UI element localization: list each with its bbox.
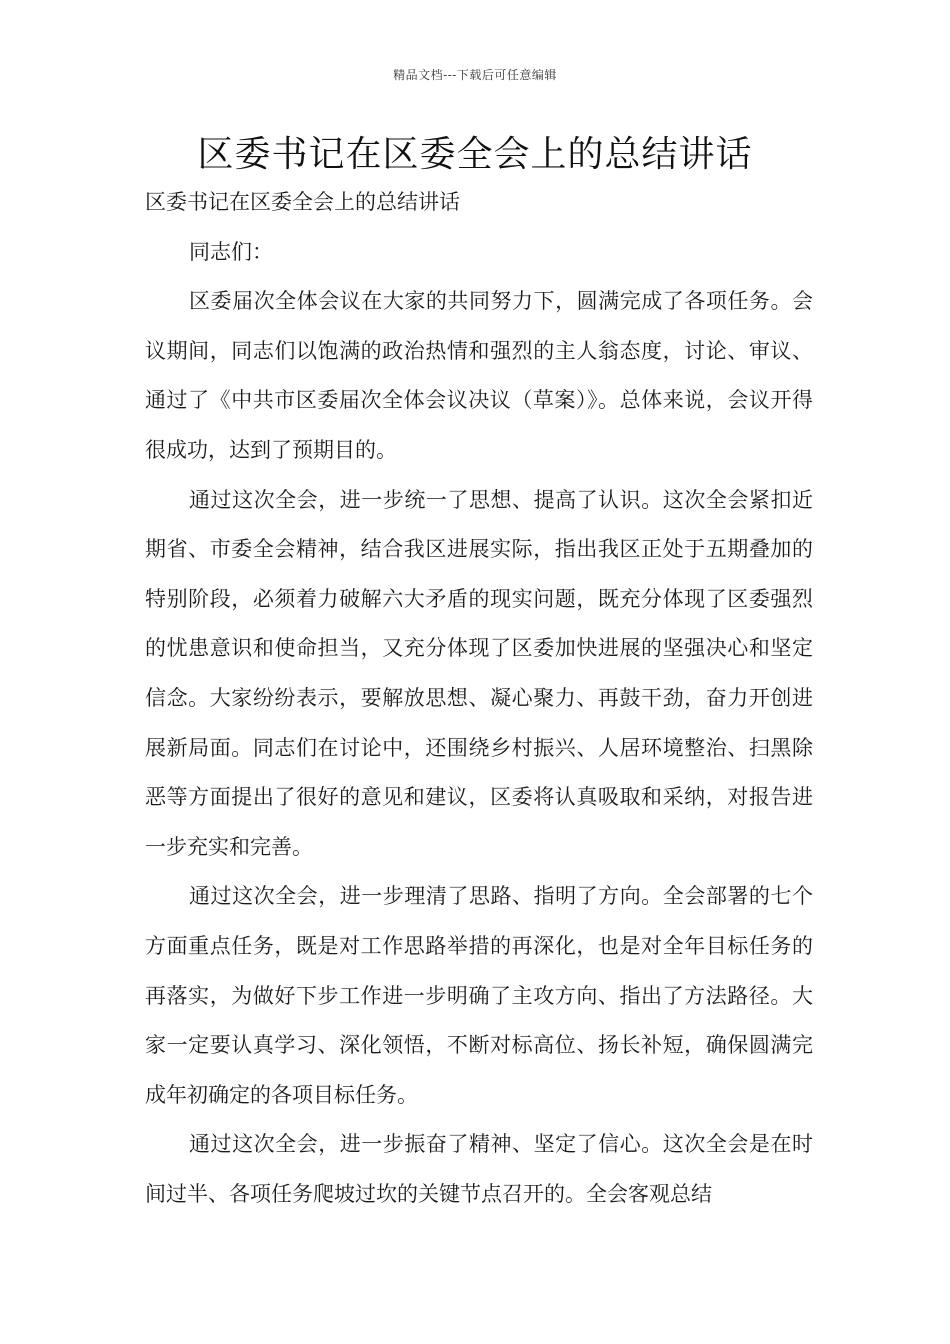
document-title: 区委书记在区委全会上的总结讲话: [197, 134, 753, 175]
paragraph-2: 通过这次全会，进一步统一了思想、提高了认识。这次全会紧扣近期省、市委全会精神，结合我区进展实际，指出我区正处于五期叠加的特别阶段，必须着力破解六大矛盾的现实问题，既充分体现了区委强烈的忧患意识和使命担当，又充分体现了区委加快进展的坚强决心和坚定信念。大家纷纷表示，要解放思想、凝心聚力、再鼓干劲，奋力开创进展新局面。同志们在讨论中，还围绕乡村振兴、人居环境整治、扫黑除恶等方面提出了很好的意见和建议，区委将认真吸取和采纳，对报告进一步充实和完善。: [145, 487, 813, 859]
paragraph-3: 通过这次全会，进一步理清了思路、指明了方向。全会部署的七个方面重点任务，既是对工作思路举措的再深化，也是对全年目标任务的再落实，为做好下步工作进一步明确了主攻方向、指出了方法路径。大家一定要认真学习、深化领悟，不断对标高位、扬长补短，确保圆满完成年初确定的各项目标任务。: [145, 884, 813, 1107]
salutation: 同志们：: [189, 239, 273, 264]
document-body: [145, 178, 813, 1219]
subtitle-line: 区委书记在区委全会上的总结讲话: [145, 190, 460, 214]
header-note: 精品文档---下载后可任意编辑: [393, 68, 557, 82]
paragraph-4: 通过这次全会，进一步振奋了精神、坚定了信心。这次全会是在时间过半、各项任务爬坡过坎的关键节点召开的。全会客观总结: [145, 1132, 813, 1206]
paragraph-1: 区委届次全体会议在大家的共同努力下，圆满完成了各项任务。会议期间，同志们以饱满的政治热情和强烈的主人翁态度，讨论、审议、通过了《中共市区委届次全体会议决议（草案）》。总体来说，会议开得很成功，达到了预期目的。: [145, 289, 813, 462]
